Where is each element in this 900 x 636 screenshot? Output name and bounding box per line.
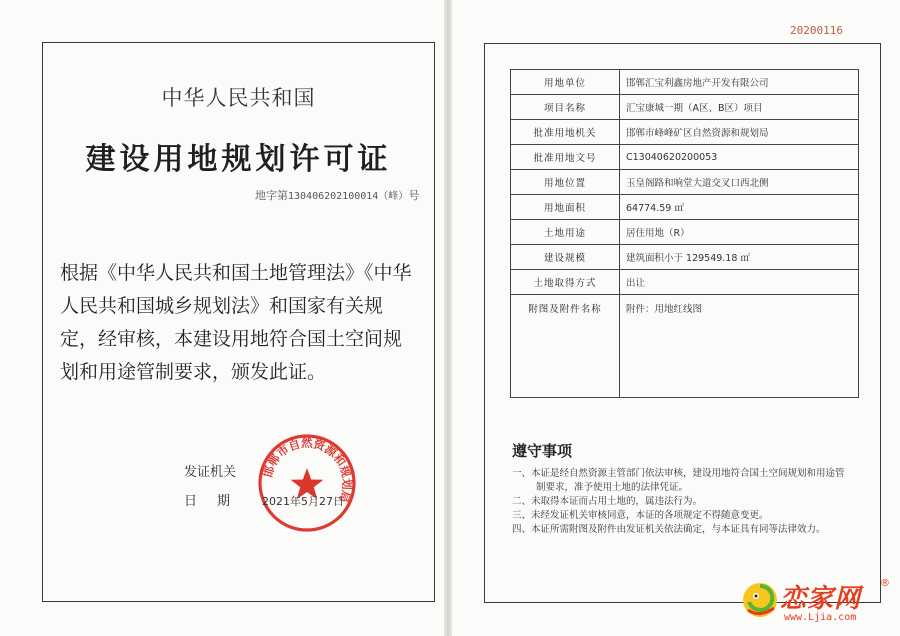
table-row: [511, 145, 859, 170]
watermark-logo: [740, 574, 896, 634]
table-row-label: 建设规模: [511, 245, 620, 270]
country-name: 中华人民共和国: [161, 86, 316, 110]
table-row-label: 附图及附件名称: [511, 295, 620, 398]
table-row-value: 邯郸市峰峰矿区自然资源和规划局: [620, 120, 859, 145]
table-row-label: 土地用途: [511, 220, 620, 245]
notes-list: [512, 467, 850, 537]
certificate-body-text: 根据《中华人民共和国土地管理法》《中华人民共和国城乡规划法》和国家有关规定，经审核，本建设用地符合国土空间规划和用途管制要求，颁发此证。: [60, 262, 412, 383]
notes-title: 遵守事项: [512, 442, 573, 460]
table-row-value: 居住用地（R）: [620, 220, 859, 245]
snail-mascot-icon: [740, 576, 780, 620]
table-row: [511, 70, 859, 95]
seal-text: 邯郸市自然资源和规划局: [260, 435, 355, 505]
table-row-label: 批准用地文号: [511, 145, 620, 170]
table-row-label: 用地面积: [511, 195, 620, 220]
document-number-suffix: 号: [408, 189, 420, 202]
table-row-value: 64774.59 ㎡: [620, 195, 859, 220]
table-row-label: 土地取得方式: [511, 270, 620, 295]
document-number: [255, 187, 419, 203]
watermark-brand-name: 恋家网: [780, 584, 862, 614]
table-row-value: 邯郸汇宝利鑫房地产开发有限公司: [620, 70, 859, 95]
book-gutter: [444, 0, 452, 636]
table-row-label: 用地单位: [511, 70, 620, 95]
table-row-value: 附件：用地红线图: [620, 295, 859, 398]
table-row-value: 建筑面积小于 129549.18 ㎡: [620, 245, 859, 270]
land-info-table: [510, 69, 859, 398]
table-row: [511, 120, 859, 145]
table-row-label: 项目名称: [511, 95, 620, 120]
document-number-prefix: 地字第: [255, 189, 288, 202]
table-row-value: 出让: [620, 270, 859, 295]
table-row: [511, 170, 859, 195]
table-row: [511, 270, 859, 295]
watermark-url: www.Ljia.com: [784, 612, 857, 623]
table-row-value: 汇宝康城一期（A区、B区）项目: [620, 95, 859, 120]
table-row-value: C13040620200053: [620, 145, 859, 170]
table-row: [511, 220, 859, 245]
document-number-value: 130406202100014（峰）: [288, 191, 409, 202]
table-row: [511, 245, 859, 270]
table-row: [511, 295, 859, 398]
certificate-title: 建设用地规划许可证: [85, 142, 392, 177]
stamp-code: 20200116: [790, 24, 843, 37]
note-item: 一、本证是经自然资源主管部门依法审核，建设用地符合国土空间规划和用途管制要求，准予使用土地的法律凭证。: [512, 468, 845, 493]
table-row-label: 批准用地机关: [511, 120, 620, 145]
registered-mark: ®: [880, 578, 890, 589]
issue-date: 2021年5月27日: [262, 495, 344, 508]
table-row-value: 玉皇阁路和响堂大道交叉口西北侧: [620, 170, 859, 195]
official-seal: [256, 432, 358, 534]
table-row: [511, 195, 859, 220]
date-label: 日期: [184, 494, 251, 509]
table-row: [511, 95, 859, 120]
table-row-label: 用地位置: [511, 170, 620, 195]
issuer-label: 发证机关: [184, 465, 237, 480]
note-item: 三、未经发证机关审核同意，本证的各项规定不得随意变更。: [512, 510, 769, 521]
note-item: 二、未取得本证而占用土地的，属违法行为。: [512, 496, 703, 507]
note-item: 四、本证所需附图及附件由发证机关依法确定，与本证具有同等法律效力。: [512, 524, 826, 535]
